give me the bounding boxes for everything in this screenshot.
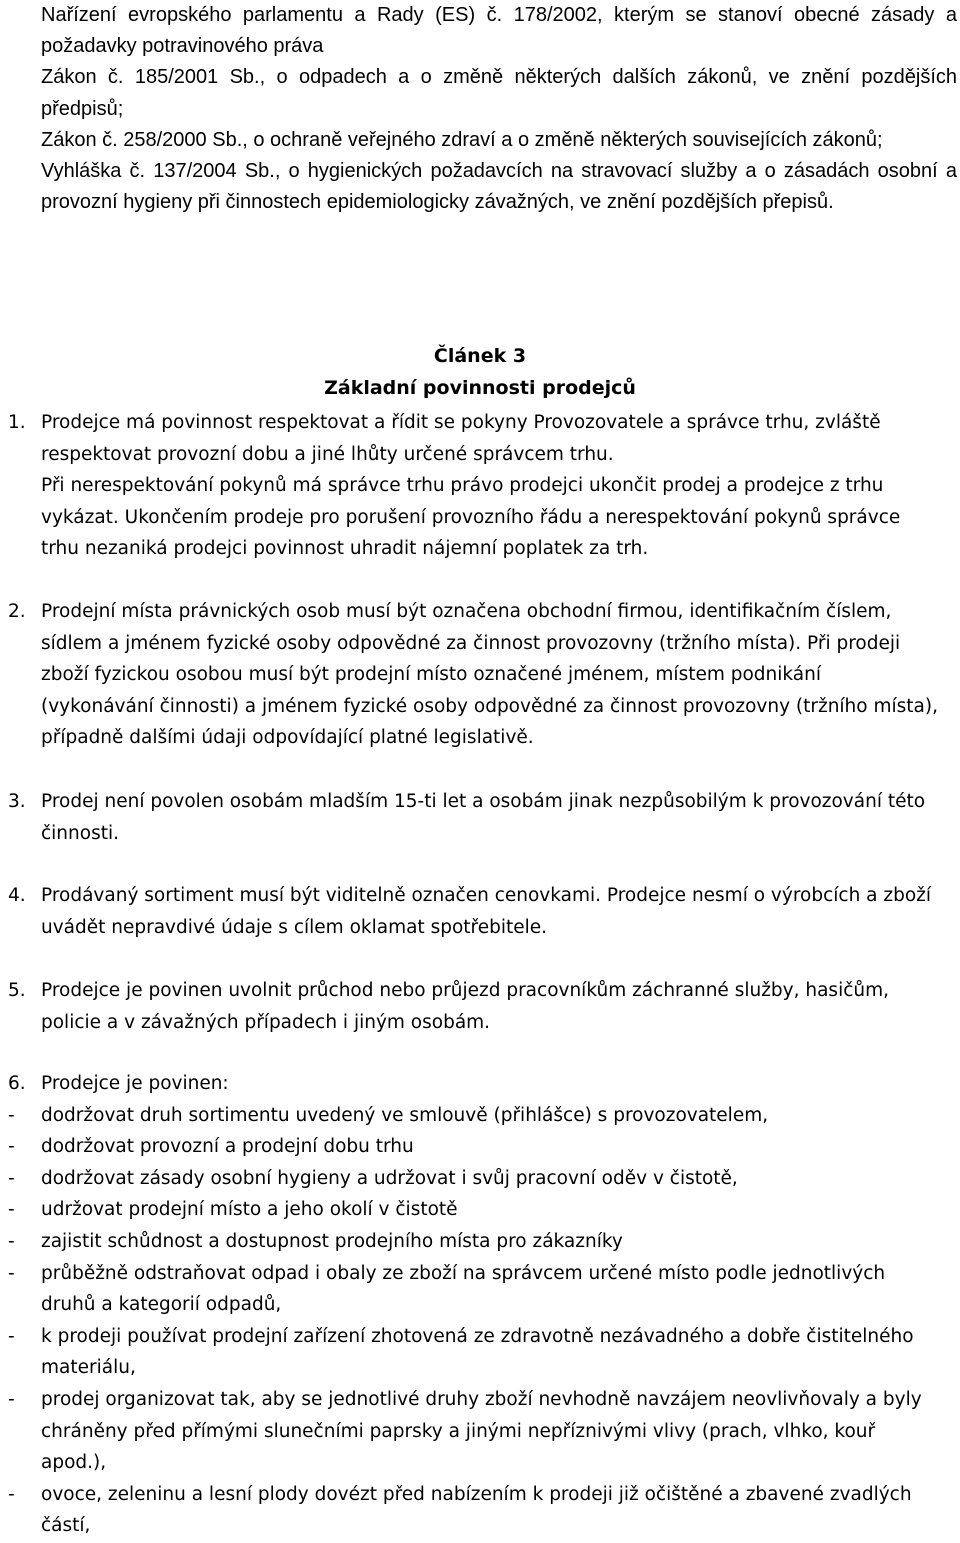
item-paragraph: Prodejce má povinnost respektovat a řídit se pokyny Provozovatele a správce trhu, zvláště respektovat provozní dobu a jiné lhůty určené správcem trhu. bbox=[41, 412, 881, 465]
item-paragraph: Prodejní místa právnických osob musí být označena obchodní firmou, identifikačním číslem, sídlem a jménem fyzické osoby odpovědné za činnost provozovny (tržního místa). Při prodeji zboží fyzickou osobou musí být prodejní místo označené jménem, místem podnikání (vykonávání činnosti) a jménem fyzické osoby odpovědné za činnost provozovny (tržního místa), případně dalšími údaji odpovídající platné legislativě. bbox=[41, 601, 938, 749]
item-3 bbox=[8, 786, 938, 849]
duty-list-item bbox=[8, 1131, 938, 1163]
duty-text: zajistit schůdnost a dostupnost prodejního místa pro zákazníky bbox=[41, 1230, 623, 1252]
legislation-references bbox=[41, 0, 957, 218]
duty-list-item bbox=[8, 1258, 938, 1321]
item-number: 5. bbox=[8, 980, 26, 1001]
duty-text: prodej organizovat tak, aby se jednotlivé druhy zboží nevhodně navzájem neovlivňovaly a byly chráněny před přímými slunečními paprsky a jinými nepříznivými vlivy (prach, vlhko, kouř apod.), bbox=[41, 1388, 922, 1474]
reference-paragraph: Vyhláška č. 137/2004 Sb., o hygienických požadavcích na stravovací služby a o zásadách osobní a provozní hygieny při činnostech epidemiologicky závažných, ve znění pozdějších přepisů. bbox=[41, 160, 957, 214]
duty-list-item bbox=[8, 1163, 938, 1195]
item-6 bbox=[8, 1068, 938, 1542]
item-5 bbox=[8, 975, 938, 1038]
item-paragraph: Prodej není povolen osobám mladším 15-ti let a osobám jinak nezpůsobilým k provozování této činnosti. bbox=[41, 791, 926, 844]
reference-paragraph: Zákon č. 258/2000 Sb., o ochraně veřejného zdraví a o změně některých souvisejících zákonů; bbox=[41, 128, 883, 151]
duty-text: ovoce, zeleninu a lesní plody dovézt před nabízením k prodeji již očištěné a zbavené zvadlých částí, bbox=[41, 1483, 912, 1537]
dash-marker: - bbox=[8, 1483, 15, 1505]
duty-text: dodržovat provozní a prodejní dobu trhu bbox=[41, 1136, 414, 1158]
item-paragraph: Prodávaný sortiment musí být viditelně označen cenovkami. Prodejce nesmí o výrobcích a zboží uvádět nepravdivé údaje s cílem oklamat spotřebitele. bbox=[41, 885, 932, 938]
duty-list-item bbox=[8, 1321, 938, 1384]
reference-paragraph: Nařízení evropského parlamentu a Rady (ES) č. 178/2002, kterým se stanoví obecné zásady a požadavky potravinového práva bbox=[41, 4, 957, 58]
duty-list-item bbox=[8, 1100, 938, 1132]
dash-marker: - bbox=[8, 1230, 15, 1252]
reference-paragraph: Zákon č. 185/2001 Sb., o odpadech a o změně některých dalších zákonů, ve znění pozdějších předpisů; bbox=[41, 66, 957, 120]
dash-marker: - bbox=[8, 1262, 15, 1284]
duty-list-item bbox=[8, 1384, 938, 1479]
item-number: 4. bbox=[8, 885, 26, 906]
article-subtitle: Základní povinnosti prodejců bbox=[324, 377, 636, 399]
dash-marker: - bbox=[8, 1325, 15, 1347]
item-number: 6. bbox=[8, 1073, 26, 1094]
duty-text: průběžně odstraňovat odpad i obaly ze zboží na správcem určené místo podle jednotlivých druhů a kategorií odpadů, bbox=[41, 1262, 886, 1316]
dash-marker: - bbox=[8, 1167, 15, 1189]
item-number: 1. bbox=[8, 412, 26, 433]
duty-text: dodržovat zásady osobní hygieny a udržovat i svůj pracovní oděv v čistotě, bbox=[41, 1167, 738, 1189]
item-2 bbox=[8, 596, 938, 754]
dash-marker: - bbox=[8, 1388, 15, 1410]
item-1 bbox=[8, 407, 938, 565]
dash-marker: - bbox=[8, 1104, 15, 1126]
item-number: 2. bbox=[8, 601, 26, 622]
duty-list-item bbox=[8, 1194, 938, 1226]
item-paragraph: Prodejce je povinen uvolnit průchod nebo průjezd pracovníkům záchranné služby, hasičům, policie a v závažných případech i jiným osobám. bbox=[41, 980, 890, 1033]
article-title: Článek 3 bbox=[433, 345, 527, 367]
duty-text: udržovat prodejní místo a jeho okolí v čistotě bbox=[41, 1199, 458, 1221]
item-4 bbox=[8, 880, 938, 943]
duty-text: k prodeji používat prodejní zařízení zhotovená ze zdravotně nezávadného a dobře čistitelného materiálu, bbox=[41, 1325, 914, 1379]
duty-text: dodržovat druh sortimentu uvedený ve smlouvě (přihlášce) s provozovatelem, bbox=[41, 1104, 769, 1126]
duty-list-item bbox=[8, 1479, 938, 1542]
item-paragraph: Prodejce je povinen: bbox=[41, 1073, 229, 1094]
item-number: 3. bbox=[8, 791, 26, 812]
duty-list-item bbox=[8, 1226, 938, 1258]
dash-marker: - bbox=[8, 1199, 15, 1221]
item-paragraph: Při nerespektování pokynů má správce trhu právo prodejci ukončit prodej a prodejce z trhu vykázat. Ukončením prodeje pro porušení provozního řádu a nerespektování pokynů správce trhu nezaniká prodejci povinnost uhradit nájemní poplatek za trh. bbox=[41, 475, 901, 560]
dash-marker: - bbox=[8, 1136, 15, 1158]
